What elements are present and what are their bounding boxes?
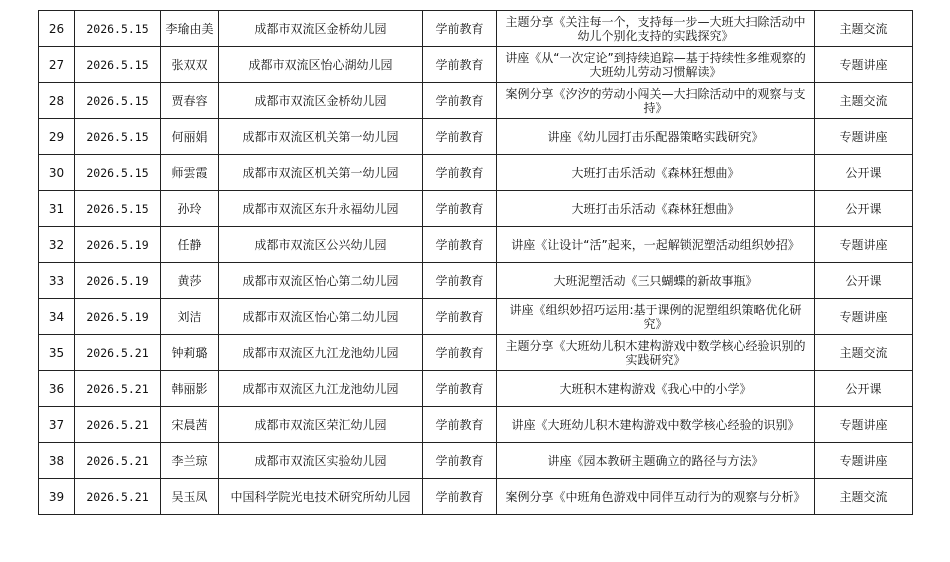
table-row [39, 371, 913, 407]
cell-activity-type: 专题讲座 [815, 119, 913, 155]
cell-teacher-name: 宋晨茜 [161, 407, 219, 443]
table-row [39, 407, 913, 443]
cell-topic: 案例分享《汐汐的劳动小闯关—大扫除活动中的观察与支持》 [497, 83, 815, 119]
cell-school: 成都市双流区怡心第二幼儿园 [219, 263, 423, 299]
cell-date: 2026.5.15 [75, 11, 161, 47]
cell-number: 35 [39, 335, 75, 371]
table-row [39, 155, 913, 191]
cell-date: 2026.5.19 [75, 299, 161, 335]
cell-school: 成都市双流区公兴幼儿园 [219, 227, 423, 263]
cell-teacher-name: 刘洁 [161, 299, 219, 335]
cell-number: 28 [39, 83, 75, 119]
cell-date: 2026.5.15 [75, 47, 161, 83]
cell-subject: 学前教育 [423, 479, 497, 515]
cell-topic: 讲座《从“一次定论”到持续追踪—基于持续性多维观察的大班幼儿劳动习惯解读》 [497, 47, 815, 83]
cell-subject: 学前教育 [423, 155, 497, 191]
cell-number: 26 [39, 11, 75, 47]
cell-topic: 讲座《让设计“活”起来，一起解锁泥塑活动组织妙招》 [497, 227, 815, 263]
cell-activity-type: 公开课 [815, 263, 913, 299]
cell-school: 成都市双流区怡心湖幼儿园 [219, 47, 423, 83]
table-body [39, 11, 913, 515]
table-row [39, 119, 913, 155]
cell-topic: 大班打击乐活动《森林狂想曲》 [497, 155, 815, 191]
cell-school: 成都市双流区荣汇幼儿园 [219, 407, 423, 443]
cell-subject: 学前教育 [423, 299, 497, 335]
cell-date: 2026.5.21 [75, 335, 161, 371]
cell-school: 成都市双流区金桥幼儿园 [219, 83, 423, 119]
cell-number: 32 [39, 227, 75, 263]
cell-subject: 学前教育 [423, 407, 497, 443]
cell-subject: 学前教育 [423, 191, 497, 227]
cell-school: 中国科学院光电技术研究所幼儿园 [219, 479, 423, 515]
cell-number: 33 [39, 263, 75, 299]
cell-activity-type: 主题交流 [815, 479, 913, 515]
cell-date: 2026.5.21 [75, 371, 161, 407]
cell-subject: 学前教育 [423, 119, 497, 155]
table-row [39, 263, 913, 299]
cell-teacher-name: 钟莉璐 [161, 335, 219, 371]
cell-number: 39 [39, 479, 75, 515]
table-row [39, 227, 913, 263]
cell-number: 38 [39, 443, 75, 479]
table-row [39, 47, 913, 83]
cell-teacher-name: 李兰琼 [161, 443, 219, 479]
cell-topic: 讲座《园本教研主题确立的路径与方法》 [497, 443, 815, 479]
cell-activity-type: 专题讲座 [815, 407, 913, 443]
cell-topic: 大班积木建构游戏《我心中的小学》 [497, 371, 815, 407]
cell-topic: 主题分享《大班幼儿积木建构游戏中数学核心经验识别的实践研究》 [497, 335, 815, 371]
cell-date: 2026.5.19 [75, 263, 161, 299]
cell-school: 成都市双流区九江龙池幼儿园 [219, 371, 423, 407]
cell-subject: 学前教育 [423, 371, 497, 407]
cell-topic: 案例分享《中班角色游戏中同伴互动行为的观察与分析》 [497, 479, 815, 515]
cell-topic: 讲座《组织妙招巧运用:基于课例的泥塑组织策略优化研究》 [497, 299, 815, 335]
cell-subject: 学前教育 [423, 263, 497, 299]
cell-activity-type: 公开课 [815, 155, 913, 191]
cell-school: 成都市双流区实验幼儿园 [219, 443, 423, 479]
cell-date: 2026.5.21 [75, 443, 161, 479]
cell-activity-type: 专题讲座 [815, 47, 913, 83]
cell-subject: 学前教育 [423, 83, 497, 119]
cell-teacher-name: 师雲霞 [161, 155, 219, 191]
cell-subject: 学前教育 [423, 443, 497, 479]
cell-activity-type: 主题交流 [815, 335, 913, 371]
table-row [39, 479, 913, 515]
cell-activity-type: 专题讲座 [815, 227, 913, 263]
cell-date: 2026.5.21 [75, 479, 161, 515]
cell-teacher-name: 张双双 [161, 47, 219, 83]
table-row [39, 443, 913, 479]
cell-date: 2026.5.19 [75, 227, 161, 263]
cell-teacher-name: 何丽娟 [161, 119, 219, 155]
cell-number: 37 [39, 407, 75, 443]
cell-date: 2026.5.15 [75, 155, 161, 191]
cell-activity-type: 专题讲座 [815, 443, 913, 479]
cell-teacher-name: 吴玉凤 [161, 479, 219, 515]
cell-date: 2026.5.21 [75, 407, 161, 443]
table-row [39, 335, 913, 371]
cell-number: 30 [39, 155, 75, 191]
cell-subject: 学前教育 [423, 227, 497, 263]
table-row [39, 11, 913, 47]
cell-teacher-name: 孙玲 [161, 191, 219, 227]
cell-subject: 学前教育 [423, 11, 497, 47]
cell-number: 36 [39, 371, 75, 407]
cell-subject: 学前教育 [423, 47, 497, 83]
cell-date: 2026.5.15 [75, 119, 161, 155]
cell-topic: 讲座《幼儿园打击乐配器策略实践研究》 [497, 119, 815, 155]
cell-number: 34 [39, 299, 75, 335]
cell-teacher-name: 韩丽影 [161, 371, 219, 407]
cell-teacher-name: 黄莎 [161, 263, 219, 299]
cell-school: 成都市双流区东升永福幼儿园 [219, 191, 423, 227]
cell-school: 成都市双流区怡心第二幼儿园 [219, 299, 423, 335]
cell-teacher-name: 任静 [161, 227, 219, 263]
cell-topic: 大班泥塑活动《三只蝴蝶的新故事瓶》 [497, 263, 815, 299]
cell-activity-type: 公开课 [815, 191, 913, 227]
cell-number: 27 [39, 47, 75, 83]
schedule-table [38, 10, 913, 515]
cell-number: 29 [39, 119, 75, 155]
table-row [39, 83, 913, 119]
cell-date: 2026.5.15 [75, 83, 161, 119]
table-row [39, 299, 913, 335]
cell-school: 成都市双流区机关第一幼儿园 [219, 155, 423, 191]
cell-topic: 主题分享《关注每一个，支持每一步—大班大扫除活动中幼儿个别化支持的实践探究》 [497, 11, 815, 47]
cell-number: 31 [39, 191, 75, 227]
cell-activity-type: 主题交流 [815, 11, 913, 47]
cell-school: 成都市双流区金桥幼儿园 [219, 11, 423, 47]
cell-topic: 讲座《大班幼儿积木建构游戏中数学核心经验的识别》 [497, 407, 815, 443]
cell-teacher-name: 贾春容 [161, 83, 219, 119]
cell-topic: 大班打击乐活动《森林狂想曲》 [497, 191, 815, 227]
cell-teacher-name: 李瑜由美 [161, 11, 219, 47]
cell-school: 成都市双流区机关第一幼儿园 [219, 119, 423, 155]
cell-activity-type: 专题讲座 [815, 299, 913, 335]
cell-school: 成都市双流区九江龙池幼儿园 [219, 335, 423, 371]
cell-subject: 学前教育 [423, 335, 497, 371]
cell-date: 2026.5.15 [75, 191, 161, 227]
cell-activity-type: 主题交流 [815, 83, 913, 119]
table-row [39, 191, 913, 227]
cell-activity-type: 公开课 [815, 371, 913, 407]
